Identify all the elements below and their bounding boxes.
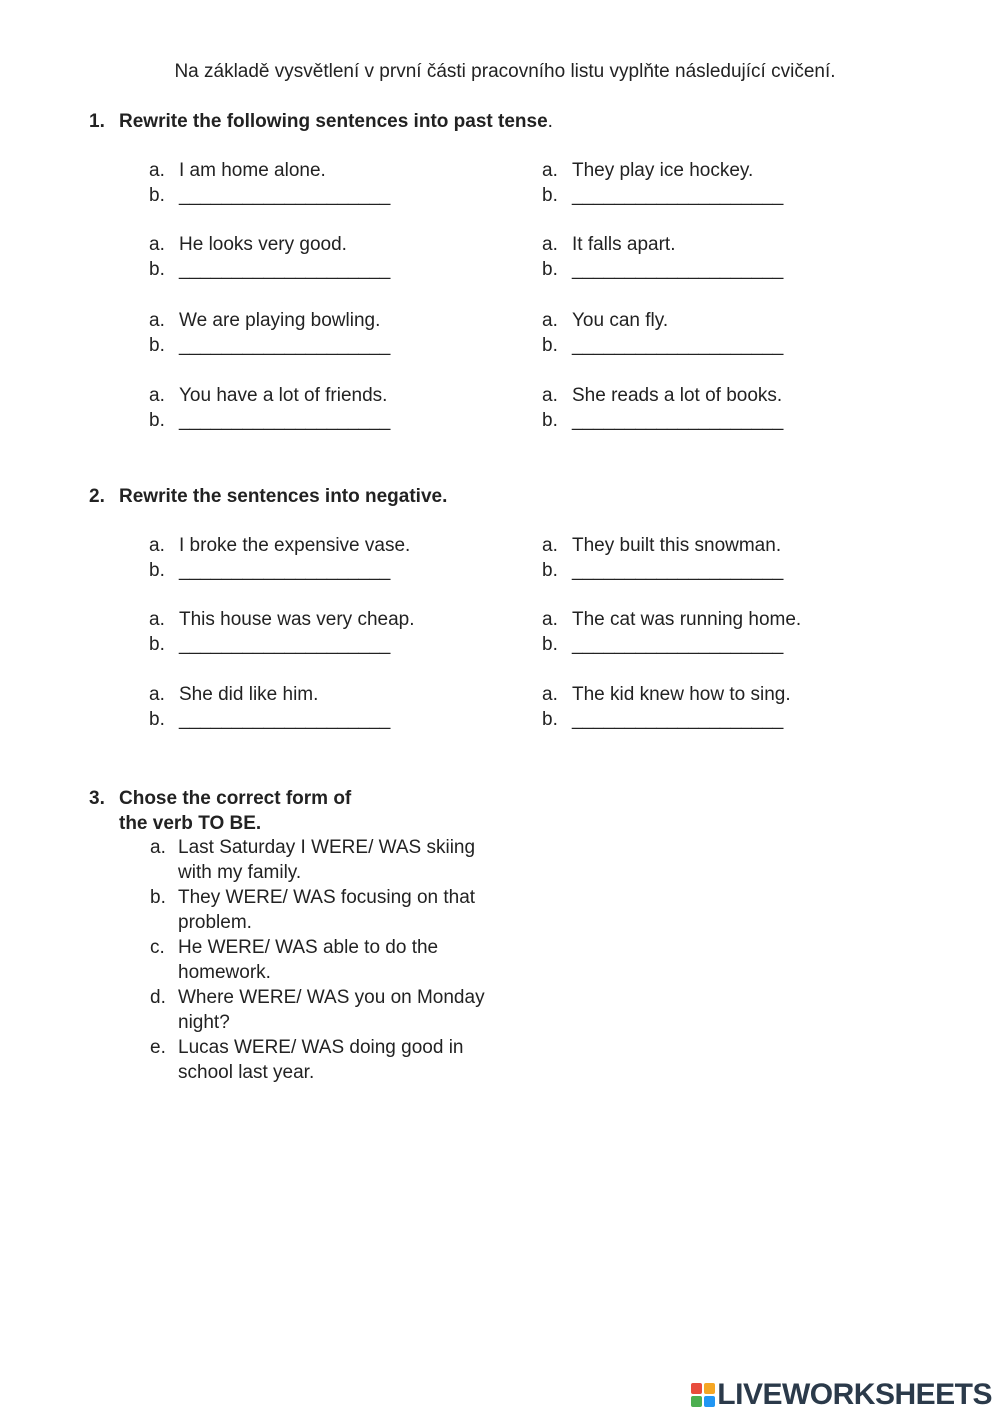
sentence-line (149, 310, 569, 335)
exercise-pair (542, 684, 962, 734)
sentence-line (542, 310, 962, 335)
sentence-line (149, 160, 569, 185)
item-marker-a: a. (149, 160, 165, 181)
section1-title-end: . (547, 111, 553, 132)
item-marker: c. (150, 937, 165, 958)
item-marker-a: a. (149, 684, 165, 705)
intro-instruction: Na základě vysvětlení v první části pracovního listu vyplňte následující cvičení. (174, 61, 836, 82)
sentence-line (542, 535, 962, 560)
item-marker-a: a. (542, 310, 558, 331)
sentence-line (149, 234, 569, 259)
sentence-text: She reads a lot of books. (572, 385, 783, 406)
answer-line (149, 410, 569, 435)
item-marker-a: a. (542, 385, 558, 406)
answer-blank[interactable]: ____________________ (179, 410, 391, 431)
choice-item (150, 835, 510, 885)
answer-blank[interactable]: ____________________ (572, 410, 784, 431)
logo-square-1 (691, 1383, 702, 1394)
sentence-text: The cat was running home. (572, 609, 802, 630)
exercise-pair (542, 609, 962, 659)
item-marker-b: b. (149, 335, 165, 356)
answer-line (149, 634, 569, 659)
section1-title: Rewrite the following sentences into past tense (119, 111, 548, 132)
item-marker-a: a. (149, 234, 165, 255)
sentence-text: I am home alone. (179, 160, 326, 181)
answer-blank[interactable]: ____________________ (572, 634, 784, 655)
item-marker-a: a. (149, 609, 165, 630)
answer-line (542, 259, 962, 284)
answer-blank[interactable]: ____________________ (179, 259, 391, 280)
choice-sentence[interactable]: He WERE/ WAS able to do the homework. (178, 937, 439, 983)
section3-title-line1: Chose the correct form of (119, 788, 352, 809)
answer-blank[interactable]: ____________________ (572, 259, 784, 280)
item-marker: b. (150, 887, 166, 908)
section2-number: 2. (89, 486, 105, 507)
item-marker-a: a. (542, 535, 558, 556)
sentence-text: You can fly. (572, 310, 669, 331)
sentence-line (542, 234, 962, 259)
sentence-text: I broke the expensive vase. (179, 535, 411, 556)
exercise-pair (542, 535, 962, 585)
choice-item (150, 985, 510, 1035)
liveworksheets-logo-text: LIVEWORKSHEETS (717, 1378, 992, 1411)
item-marker-b: b. (542, 410, 558, 431)
item-marker-b: b. (149, 410, 165, 431)
item-marker-a: a. (542, 160, 558, 181)
choice-sentence[interactable]: Last Saturday I WERE/ WAS skiing with my family. (178, 837, 476, 883)
answer-blank[interactable]: ____________________ (572, 185, 784, 206)
item-marker-a: a. (542, 684, 558, 705)
exercise-pair (149, 234, 569, 284)
answer-line (149, 185, 569, 210)
exercise-pair (149, 385, 569, 435)
exercise-pair (149, 160, 569, 210)
logo-square-2 (704, 1383, 715, 1394)
section3-heading (89, 786, 351, 836)
logo-square-3 (691, 1396, 702, 1407)
item-marker-b: b. (542, 335, 558, 356)
section2-heading (89, 486, 447, 508)
choice-item (150, 1035, 510, 1085)
item-marker-b: b. (542, 709, 558, 730)
item-marker-b: b. (542, 185, 558, 206)
exercise-pair (149, 609, 569, 659)
item-marker-b: b. (149, 560, 165, 581)
item-marker-a: a. (542, 609, 558, 630)
exercise-pair (149, 535, 569, 585)
item-marker: d. (150, 987, 166, 1008)
item-marker-a: a. (542, 234, 558, 255)
answer-line (542, 185, 962, 210)
item-marker: a. (150, 837, 166, 858)
sentence-line (149, 385, 569, 410)
sentence-text: You have a lot of friends. (179, 385, 388, 406)
item-marker-a: a. (149, 310, 165, 331)
section1-heading (89, 111, 553, 133)
sentence-text: It falls apart. (572, 234, 676, 255)
liveworksheets-logo-icon (691, 1383, 715, 1407)
answer-line (149, 560, 569, 585)
answer-blank[interactable]: ____________________ (179, 709, 391, 730)
answer-line (149, 709, 569, 734)
section3-list (150, 835, 510, 1085)
exercise-pair (542, 234, 962, 284)
item-marker-b: b. (542, 560, 558, 581)
item-marker: e. (150, 1037, 166, 1058)
answer-line (542, 560, 962, 585)
sentence-text: He looks very good. (179, 234, 347, 255)
answer-blank[interactable]: ____________________ (572, 709, 784, 730)
sentence-text: They play ice hockey. (572, 160, 754, 181)
sentence-line (542, 609, 962, 634)
answer-blank[interactable]: ____________________ (572, 335, 784, 356)
section1-number: 1. (89, 111, 105, 132)
item-marker-a: a. (149, 385, 165, 406)
answer-blank[interactable]: ____________________ (179, 560, 391, 581)
sentence-text: We are playing bowling. (179, 310, 381, 331)
section3-number: 3. (89, 788, 105, 809)
answer-blank[interactable]: ____________________ (179, 634, 391, 655)
item-marker-b: b. (149, 259, 165, 280)
item-marker-b: b. (149, 634, 165, 655)
item-marker-b: b. (542, 634, 558, 655)
choice-sentence[interactable]: They WERE/ WAS focusing on that problem. (178, 887, 476, 933)
item-marker-b: b. (149, 709, 165, 730)
answer-line (542, 410, 962, 435)
answer-blank[interactable]: ____________________ (179, 185, 391, 206)
exercise-pair (149, 684, 569, 734)
choice-sentence[interactable]: Where WERE/ WAS you on Monday night? (178, 987, 485, 1033)
sentence-text: The kid knew how to sing. (572, 684, 791, 705)
answer-line (149, 335, 569, 360)
sentence-line (149, 609, 569, 634)
answer-line (542, 335, 962, 360)
sentence-line (149, 684, 569, 709)
answer-line (542, 634, 962, 659)
sentence-line (542, 385, 962, 410)
answer-blank[interactable]: ____________________ (179, 335, 391, 356)
sentence-text: They built this snowman. (572, 535, 782, 556)
sentence-text: This house was very cheap. (179, 609, 415, 630)
sentence-line (542, 160, 962, 185)
liveworksheets-logo (691, 1378, 992, 1412)
answer-line (542, 709, 962, 734)
choice-item (150, 935, 510, 985)
choice-sentence[interactable]: Lucas WERE/ WAS doing good in school last year. (178, 1037, 464, 1083)
logo-square-4 (704, 1396, 715, 1407)
exercise-pair (542, 160, 962, 210)
sentence-line (542, 684, 962, 709)
sentence-text: She did like him. (179, 684, 319, 705)
item-marker-b: b. (149, 185, 165, 206)
answer-line (149, 259, 569, 284)
section3-title-line2: the verb TO BE. (119, 813, 262, 834)
section2-title: Rewrite the sentences into negative. (119, 486, 448, 507)
exercise-pair (149, 310, 569, 360)
exercise-pair (542, 310, 962, 360)
item-marker-b: b. (542, 259, 558, 280)
sentence-line (149, 535, 569, 560)
answer-blank[interactable]: ____________________ (572, 560, 784, 581)
choice-item (150, 885, 510, 935)
exercise-pair (542, 385, 962, 435)
item-marker-a: a. (149, 535, 165, 556)
